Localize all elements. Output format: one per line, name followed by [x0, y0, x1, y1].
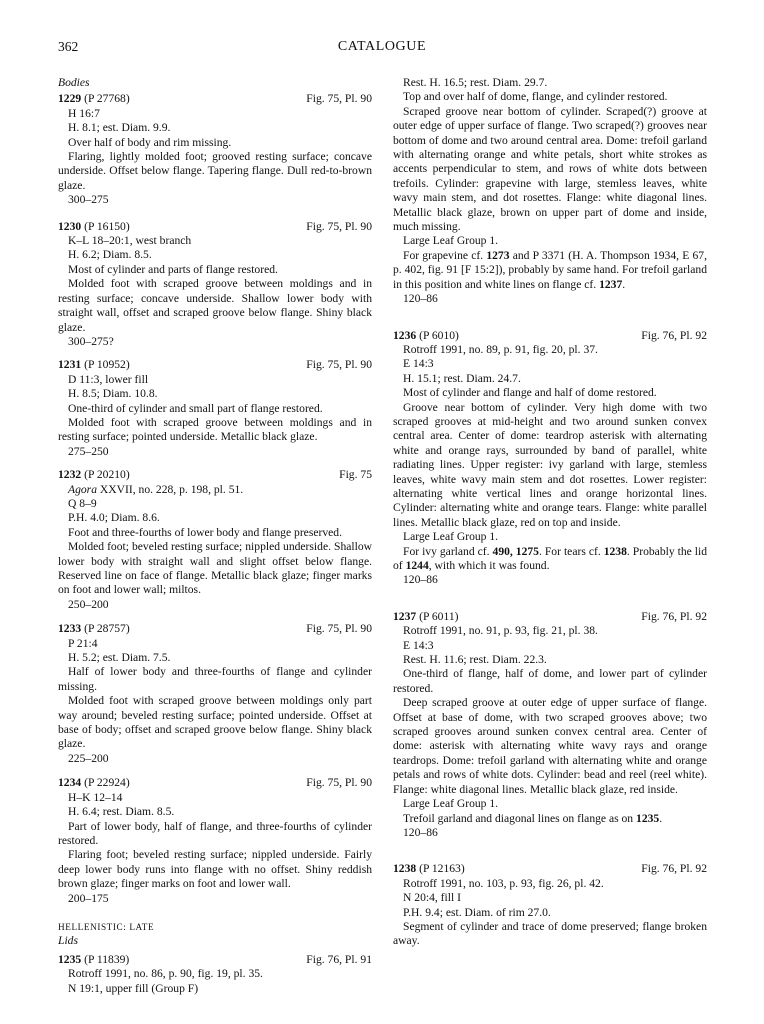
entry-line: Rotroff 1991, no. 103, p. 93, fig. 26, pl. 42. [403, 876, 604, 890]
section-heading-lids: Lids [58, 934, 78, 948]
entry-date: 250–200 [68, 597, 109, 611]
entry-date: 300–275 [68, 193, 109, 207]
inventory-number: (P 12163) [416, 862, 465, 876]
entry-line: H–K 12–14 [68, 790, 123, 804]
catalogue-entry-1230 [58, 220, 372, 350]
reference-journal: Agora [68, 482, 97, 496]
entry-line: H. 5.2; est. Diam. 7.5. [68, 651, 171, 665]
entry-line: D 11:3, lower fill [68, 372, 149, 386]
inventory-number: (P 6010) [416, 328, 459, 342]
running-head: CATALOGUE [337, 39, 427, 54]
entry-description: Molded foot; beveled resting surface; nippled underside. Shallow lower body with straight wall and slight offset below flange. Reserved line on face of flange. Metallic black glaze; finger marks on foot and lower wall; miltos. [58, 540, 372, 597]
entry-number: 1236 [393, 328, 417, 342]
entry-line: E 14:3 [403, 638, 434, 652]
entry-description: Molded foot with scraped groove between moldings and in resting surface; pointed underside. Metallic black glaze. [58, 415, 372, 444]
catalogue-entry-1233 [58, 622, 372, 766]
bibliographic-reference [58, 483, 372, 497]
entry-line: P 21:4 [68, 636, 98, 650]
inventory-number: (P 22924) [81, 776, 130, 790]
entry-line: Most of cylinder and parts of flange restored. [68, 262, 278, 276]
cross-reference: 1237 [599, 277, 623, 291]
entry-description: Flaring foot; beveled resting surface; nippled underside. Fairly deep lower body runs into flange with no offset. Shiny reddish brown glaze; finger marks on foot and lower wall. [58, 848, 372, 891]
entry-line: N 19:1, upper fill (Group F) [68, 981, 199, 995]
figure-ref: Fig. 76, Pl. 91 [306, 952, 372, 966]
entry-note: For grapevine cf. 1273 and P 3371 (H. A. Thompson 1934, E 67, p. 402, fig. 91 [F 15:2]), probably by same hand. For trefoil garland in this position and white lines on flange cf. 1237. [393, 248, 708, 291]
entry-line: Top and over half of dome, flange, and cylinder restored. [403, 90, 668, 104]
entry-line: P.H. 4.0; Diam. 8.6. [68, 511, 160, 525]
entry-line: Half of lower body and three-fourths of flange and cylinder missing. [58, 665, 372, 693]
entry-line: H. 15.1; rest. Diam. 24.7. [403, 371, 521, 385]
inventory-number: (P 27768) [81, 92, 130, 106]
catalogue-entry-1235 [58, 953, 372, 996]
page-number: 362 [58, 39, 79, 54]
figure-ref: Fig. 76, Pl. 92 [641, 609, 707, 623]
entry-date: 300–275? [68, 334, 114, 348]
entry-group: Large Leaf Group 1. [403, 234, 499, 248]
entry-line: One-third of cylinder and small part of flange restored. [68, 401, 323, 415]
entry-line: Foot and three-fourths of lower body and flange preserved. [68, 525, 342, 539]
entry-line: Most of cylinder and flange and half of dome restored. [403, 386, 657, 400]
entry-description: Flaring, lightly molded foot; grooved resting surface; concave underside. Offset below flange. Tapering flange. Dull red-to-brown glaze. [58, 150, 372, 192]
right-column [393, 76, 707, 949]
entry-date: 225–200 [68, 751, 109, 765]
entry-date: 120–86 [403, 825, 438, 839]
figure-ref: Fig. 75 [339, 468, 372, 482]
catalogue-entry-1238 [393, 862, 707, 948]
cross-reference: 1244 [405, 559, 429, 572]
entry-description: Molded foot with scraped groove between moldings only part way around; beveled resting surface; pointed underside. Offset at base of body; offset and scraped groove below flange. Shiny black glaze. [58, 694, 372, 751]
entry-description: Deep scraped groove at outer edge of upper surface of flange. Offset at base of dome, with two scraped grooves above; two scraped grooves around sunken convex central area. Center of dome: asterisk with alternating white wavy rays and orange teardrops. Dome: trefoil garland with alternating white and orange petals and rows of white dots. Cylinder: bead and reel (reel white). Flange: white diagonal lines. Metallic black glaze, red inside. [393, 696, 707, 796]
catalogue-entry-1237 [393, 610, 707, 841]
catalogue-entry-1232 [58, 468, 372, 612]
entry-line: H 16:7 [68, 106, 100, 120]
entry-line: Rotroff 1991, no. 91, p. 93, fig. 21, pl. 38. [403, 624, 598, 638]
inventory-number: (P 11839) [81, 952, 130, 966]
entry-line: Rest. H. 16.5; rest. Diam. 29.7. [403, 76, 548, 89]
entry-number: 1231 [58, 358, 82, 372]
entry-number: 1237 [393, 609, 417, 623]
inventory-number: (P 10952) [81, 358, 130, 372]
inventory-number: (P 6011) [416, 609, 459, 623]
entry-description: Molded foot with scraped groove between moldings and in resting surface; concave underside. Shallow lower body with straight wall, offset and scraped groove below flange. Shiny black glaze. [58, 277, 372, 334]
entry-date: 120–86 [403, 573, 438, 587]
entry-line: H. 6.2; Diam. 8.5. [68, 248, 152, 262]
entry-number: 1234 [58, 776, 82, 790]
inventory-number: (P 28757) [81, 622, 130, 636]
entry-line: Q 8–9 [68, 496, 97, 510]
entry-line: H. 6.4; rest. Diam. 8.5. [68, 805, 175, 819]
reference-detail: XXVII, no. 228, p. 198, pl. 51. [96, 482, 244, 496]
entry-number: 1232 [58, 468, 82, 482]
entry-note: For ivy garland cf. 490, 1275. For tears cf. 1238. Probably the lid of 1244, with which it was found. [393, 544, 707, 572]
entry-line: H. 8.5; Diam. 10.8. [68, 387, 158, 401]
figure-ref: Fig. 75, Pl. 90 [306, 776, 372, 790]
catalogue-entry-1236 [393, 329, 707, 588]
figure-ref: Fig. 75, Pl. 90 [306, 622, 372, 636]
entry-number: 1238 [393, 862, 417, 876]
catalogue-entry-1235-continued [393, 76, 707, 307]
entry-note: Trefoil garland and diagonal lines on flange as on 1235. [403, 811, 663, 825]
entry-line: N 20:4, fill I [403, 891, 461, 905]
entry-number: 1229 [58, 92, 82, 106]
entry-line: E 14:3 [403, 357, 434, 371]
entry-group: Large Leaf Group 1. [403, 797, 499, 811]
inventory-number: (P 16150) [81, 219, 130, 233]
entry-line: Rotroff 1991, no. 89, p. 91, fig. 20, pl. 37. [403, 342, 598, 356]
figure-ref: Fig. 75, Pl. 90 [306, 358, 372, 372]
figure-ref: Fig. 75, Pl. 90 [306, 219, 372, 233]
cross-reference: 1235 [636, 811, 660, 825]
section-heading-bodies: Bodies [58, 76, 90, 89]
entry-description: Scraped groove near bottom of cylinder. Scraped(?) groove at outer edge of upper surface of flange. Two scraped(?) grooves near bottom of dome and two around central area. Dome: trefoil garland with alternating orange and white petals, short white strokes as accents perpendicular to stem, and rows of white dots between trefoils. Cylinder: grapevine with large, stemless leaves, white wavy main stem, and dot rosettes. Flange: white diagonal lines. Metallic black glaze, brown on upper part of dome and inside, much missing. [393, 104, 707, 234]
entry-line: Rest. H. 11.6; rest. Diam. 22.3. [403, 653, 547, 667]
entry-date: 200–175 [68, 891, 109, 905]
entry-description: Segment of cylinder and trace of dome preserved; flange broken away. [393, 919, 707, 948]
catalogue-entry-1231 [58, 358, 372, 459]
figure-ref: Fig. 76, Pl. 92 [641, 862, 707, 876]
entry-line: Over half of body and rim missing. [68, 135, 232, 149]
left-column [58, 76, 372, 996]
entry-line: K–L 18–20:1, west branch [68, 234, 192, 248]
section-heading-hellenistic-late: HELLENISTIC: LATE [58, 921, 155, 932]
catalogue-entry-1229 [58, 92, 372, 207]
entry-description: Groove near bottom of cylinder. Very high dome with two scraped grooves at mid-height and two around sunken convex central area. Center of dome: teardrop asterisk with alternating white and orange rays, surrounded by band of parallel, white radiating lines. Upper register: ivy garland with large, stemless leaves, white wavy main stem and dot rosettes. Lower register: alternating white vertical lines and orange horizontal lines. Cylinder: alternating white and orange tears. Flange: white parallel lines. Metallic black glaze, red on top and inside. [393, 400, 707, 529]
entry-date: 120–86 [403, 292, 438, 306]
figure-ref: Fig. 76, Pl. 92 [641, 328, 707, 342]
entry-number: 1230 [58, 219, 82, 233]
inventory-number: (P 20210) [81, 468, 130, 482]
entry-line: P.H. 9.4; est. Diam. of rim 27.0. [403, 905, 551, 919]
entry-number: 1235 [58, 952, 82, 966]
catalogue-entry-1234 [58, 776, 372, 906]
entry-line: One-third of flange, half of dome, and lower part of cylinder restored. [393, 667, 707, 695]
figure-ref: Fig. 75, Pl. 90 [306, 92, 372, 106]
entry-group: Large Leaf Group 1. [403, 530, 499, 544]
cross-reference: 1273 [486, 248, 510, 262]
entry-line: Rotroff 1991, no. 86, p. 90, fig. 19, pl. 35. [68, 967, 263, 981]
entry-number: 1233 [58, 622, 82, 636]
entry-line: H. 8.1; est. Diam. 9.9. [68, 121, 171, 135]
cross-reference: 490, 1275 [492, 544, 539, 558]
entry-date: 275–250 [68, 444, 109, 458]
cross-reference: 1238 [603, 544, 627, 558]
entry-line: Part of lower body, half of flange, and three-fourths of cylinder restored. [58, 819, 372, 847]
